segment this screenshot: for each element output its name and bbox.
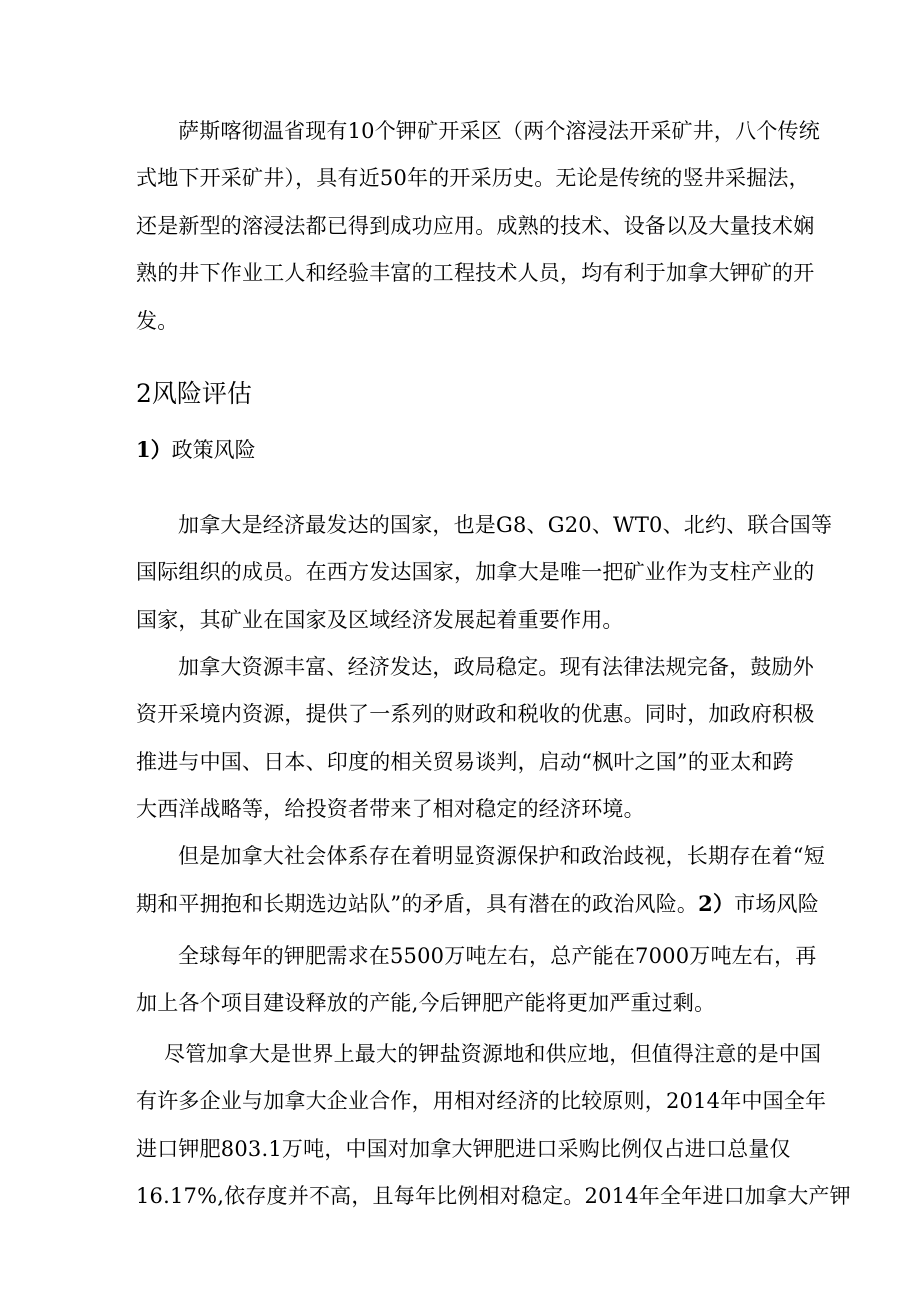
text-line: 大西洋战略等，给投资者带来了相对稳定的经济环境。 <box>136 797 645 822</box>
paragraph-canada-policy <box>136 644 815 834</box>
text-line: 有许多企业与加拿大企业合作，用相对经济的比较原则，2014年中国全年 <box>136 1089 827 1114</box>
text-line: 推进与中国、日本、印度的相关贸易谈判，启动“枫叶之国”的亚太和跨 <box>136 749 794 774</box>
text-line: 式地下开采矿井），具有近50年的开采历史。无论是传统的竖井采掘法， <box>136 166 810 191</box>
text-line: 16.17%,依存度并不高，且每年比例相对稳定。2014年全年进口加拿大产钾 <box>136 1184 851 1209</box>
paragraph-mining-history <box>136 108 820 345</box>
text-line: 进口钾肥803.1万吨，中国对加拿大钾肥进口采购比例仅占进口总量仅 <box>136 1136 791 1161</box>
paragraph-china-imports <box>136 1031 851 1221</box>
text-line: 加拿大是经济最发达的国家，也是G8、G20、WT0、北约、联合国等 <box>178 513 833 537</box>
text-line: 加上各个项目建设释放的产能,今后钾肥产能将更加严重过剩。 <box>136 991 716 1016</box>
subsection-heading-policy-risk <box>136 432 256 468</box>
text-line: 还是新型的溶浸法都已得到成功应用。成熟的技术、设备以及大量技术娴 <box>136 213 815 238</box>
subsection-number: 1） <box>136 437 172 462</box>
subsection-title: 政策风险 <box>171 438 256 462</box>
text-segment: 期和平拥抱和长期选边站队”的矛盾，具有潜在的政治风险。 <box>136 892 699 917</box>
paragraph-potash-demand <box>136 933 817 1028</box>
text-line: 国家，其矿业在国家及区域经济发展起着重要作用。 <box>136 607 624 632</box>
text-line: 国际组织的成员。在西方发达国家，加拿大是唯一把矿业作为支柱产业的 <box>136 560 815 585</box>
text-line: 但是加拿大社会体系存在着明显资源保护和政治歧视，长期存在着“短 <box>178 844 825 868</box>
text-line <box>136 880 819 928</box>
paragraph-canada-economy <box>136 502 833 644</box>
text-line: 资开采境内资源，提供了一系列的财政和税收的优惠。同时，加政府积极 <box>136 702 815 727</box>
text-line: 萨斯喀彻温省现有10个钾矿开采区（两个溶浸法开采矿井，八个传统 <box>178 119 820 143</box>
text-line: 尽管加拿大是世界上最大的钾盐资源地和供应地，但值得注意的是中国 <box>164 1042 822 1066</box>
text-line: 加拿大资源丰富、经济发达，政局稳定。现有法律法规完备，鼓励外 <box>178 655 814 679</box>
section-heading: 2风险评估 <box>136 379 252 408</box>
text-line: 熟的井下作业工人和经验丰富的工程技术人员，均有利于加拿大钾矿的开 <box>136 261 815 286</box>
paragraph-political-risk <box>136 833 825 929</box>
text-line: 全球每年的钾肥需求在5500万吨左右，总产能在7000万吨左右，再 <box>178 944 817 968</box>
subsection-number: 2） <box>698 891 735 917</box>
subsection-title-market-risk: 市场风险 <box>734 892 819 917</box>
text-line: 发。 <box>136 308 179 333</box>
